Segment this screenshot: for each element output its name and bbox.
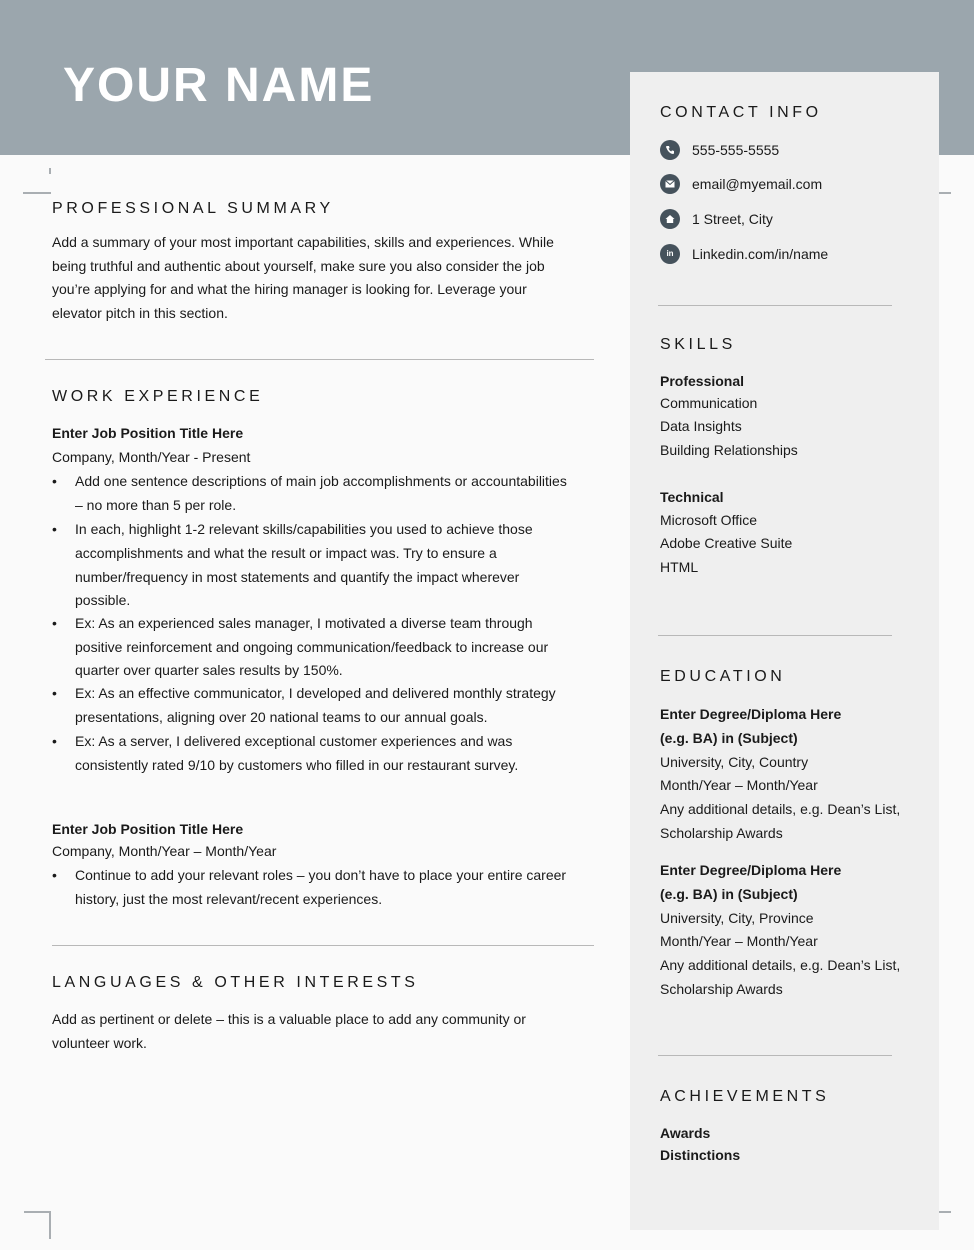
languages-line: volunteer work. bbox=[52, 1034, 147, 1051]
bullet-line: • Ex: As an effective communicator, I developed and delivered monthly strategy bbox=[75, 685, 556, 701]
contact-linkedin-text[interactable]: Linkedin.com/in/name bbox=[692, 246, 829, 262]
achievement-item: Awards bbox=[660, 1125, 711, 1141]
bullet-line: quarter over quarter sales results by 150%. bbox=[75, 662, 343, 678]
education-subject: (e.g. BA) in (Subject) bbox=[660, 886, 798, 902]
languages-text bbox=[52, 1008, 602, 1055]
education-dates: Month/Year – Month/Year bbox=[660, 777, 818, 793]
bullet-line: – no more than 5 per role. bbox=[75, 497, 237, 513]
bullet-line: • In each, highlight 1-2 relevant skills/capabilities you used to achieve those bbox=[75, 521, 533, 537]
skill-item: Adobe Creative Suite bbox=[660, 535, 793, 551]
contact-email bbox=[660, 174, 822, 194]
bullet-line: presentations, aligning over 20 national teams to our annual goals. bbox=[75, 709, 488, 725]
summary-title: PROFESSIONAL SUMMARY bbox=[52, 200, 334, 217]
corner-mark-top-left bbox=[23, 192, 51, 194]
list-item bbox=[52, 863, 602, 911]
home-icon bbox=[660, 209, 680, 229]
bullet-line: history, just the most relevant/recent experiences. bbox=[75, 891, 383, 907]
skill-item: HTML bbox=[660, 559, 699, 575]
education-entry bbox=[660, 858, 900, 1000]
education-subject: (e.g. BA) in (Subject) bbox=[660, 730, 798, 746]
achievement-item: Distinctions bbox=[660, 1147, 741, 1163]
skills-professional-label: Professional bbox=[660, 373, 745, 389]
achievements-title: ACHIEVEMENTS bbox=[660, 1088, 830, 1105]
contact-phone-text: 555-555-5555 bbox=[692, 142, 780, 158]
divider bbox=[52, 945, 594, 946]
bullet-line: • Continue to add your relevant roles – you don’t have to place your entire career bbox=[75, 867, 567, 883]
job-bullets bbox=[52, 863, 602, 911]
work-title: WORK EXPERIENCE bbox=[52, 388, 264, 405]
phone-icon bbox=[660, 140, 680, 160]
corner-mark-top-left-tick bbox=[49, 168, 51, 174]
education-dates: Month/Year – Month/Year bbox=[660, 933, 818, 949]
skills-professional bbox=[660, 370, 798, 462]
bullet-line: possible. bbox=[75, 592, 131, 608]
education-location: University, City, Province bbox=[660, 910, 814, 926]
skill-item: Communication bbox=[660, 395, 758, 411]
skill-item: Data Insights bbox=[660, 418, 742, 434]
languages-title: LANGUAGES & OTHER INTERESTS bbox=[52, 974, 419, 991]
education-details: Scholarship Awards bbox=[660, 981, 783, 997]
education-title: EDUCATION bbox=[660, 668, 786, 685]
list-item bbox=[52, 469, 602, 517]
divider bbox=[45, 359, 594, 360]
education-degree: Enter Degree/Diploma Here bbox=[660, 706, 842, 722]
bullet-line: positive reinforcement and ongoing communication/feedback to increase our bbox=[75, 639, 549, 655]
bullet-line: • Ex: As a server, I delivered exceptional customer experiences and was bbox=[75, 733, 513, 749]
education-details: Any additional details, e.g. Dean’s List, bbox=[660, 801, 901, 817]
education-entry bbox=[660, 702, 900, 844]
bullet-line: • Add one sentence descriptions of main job accomplishments or accountabilities bbox=[75, 473, 567, 489]
education-degree: Enter Degree/Diploma Here bbox=[660, 862, 842, 878]
email-icon bbox=[660, 174, 680, 194]
job-company: Company, Month/Year - Present bbox=[52, 449, 251, 465]
divider bbox=[658, 1055, 892, 1056]
contact-address bbox=[660, 209, 773, 229]
contact-address-text: 1 Street, City bbox=[692, 211, 773, 227]
list-item bbox=[52, 517, 602, 611]
bullet-line: accomplishments and what the result or impact was. Try to ensure a bbox=[75, 545, 497, 561]
corner-mark-bottom-left-v bbox=[49, 1211, 51, 1239]
languages-line: Add as pertinent or delete – this is a valuable place to add any community or bbox=[52, 1011, 526, 1027]
bullet-line: • Ex: As an experienced sales manager, I motivated a diverse team through bbox=[75, 615, 533, 631]
divider bbox=[658, 305, 892, 306]
list-item bbox=[52, 681, 602, 729]
job-title: Enter Job Position Title Here bbox=[52, 425, 244, 441]
contact-title: CONTACT INFO bbox=[660, 104, 822, 121]
divider bbox=[658, 635, 892, 636]
bullet-line: consistently rated 9/10 by customers who filled in our restaurant survey. bbox=[75, 757, 519, 773]
skill-item: Building Relationships bbox=[660, 442, 798, 458]
corner-mark-bottom-left-h bbox=[24, 1211, 51, 1213]
linkedin-glyph: in bbox=[666, 249, 674, 258]
education-details: Scholarship Awards bbox=[660, 825, 783, 841]
summary-line: elevator pitch in this section. bbox=[52, 304, 228, 321]
corner-mark-top-right bbox=[939, 192, 951, 194]
skills-technical bbox=[660, 486, 792, 580]
contact-email-text[interactable]: email@myemail.com bbox=[692, 176, 823, 192]
job-company: Company, Month/Year – Month/Year bbox=[52, 843, 277, 859]
skills-technical-label: Technical bbox=[660, 489, 724, 505]
list-item bbox=[52, 729, 602, 777]
contact-linkedin bbox=[660, 244, 828, 264]
summary-line: being truthful and authentic about yourself, make sure you also consider the job bbox=[52, 257, 545, 274]
summary-line: Add a summary of your most important capabilities, skills and experiences. While bbox=[52, 234, 554, 250]
summary-text bbox=[52, 231, 602, 325]
linkedin-icon bbox=[660, 244, 680, 264]
education-details: Any additional details, e.g. Dean’s List, bbox=[660, 957, 901, 973]
education-location: University, City, Country bbox=[660, 754, 809, 770]
summary-line: you’re applying for and what the hiring manager is looking for. Leverage your bbox=[52, 281, 527, 297]
achievements-list bbox=[660, 1122, 740, 1166]
bullet-line: number/frequency in most statements and quantify the impact wherever bbox=[75, 569, 520, 585]
corner-mark-bottom-right bbox=[939, 1211, 951, 1213]
contact-phone bbox=[660, 140, 779, 160]
job-title: Enter Job Position Title Here bbox=[52, 821, 244, 837]
skills-title: SKILLS bbox=[660, 336, 736, 353]
list-item bbox=[52, 611, 602, 681]
resume-name: YOUR NAME bbox=[63, 59, 375, 112]
job-bullets bbox=[52, 469, 602, 777]
skill-item: Microsoft Office bbox=[660, 512, 757, 528]
